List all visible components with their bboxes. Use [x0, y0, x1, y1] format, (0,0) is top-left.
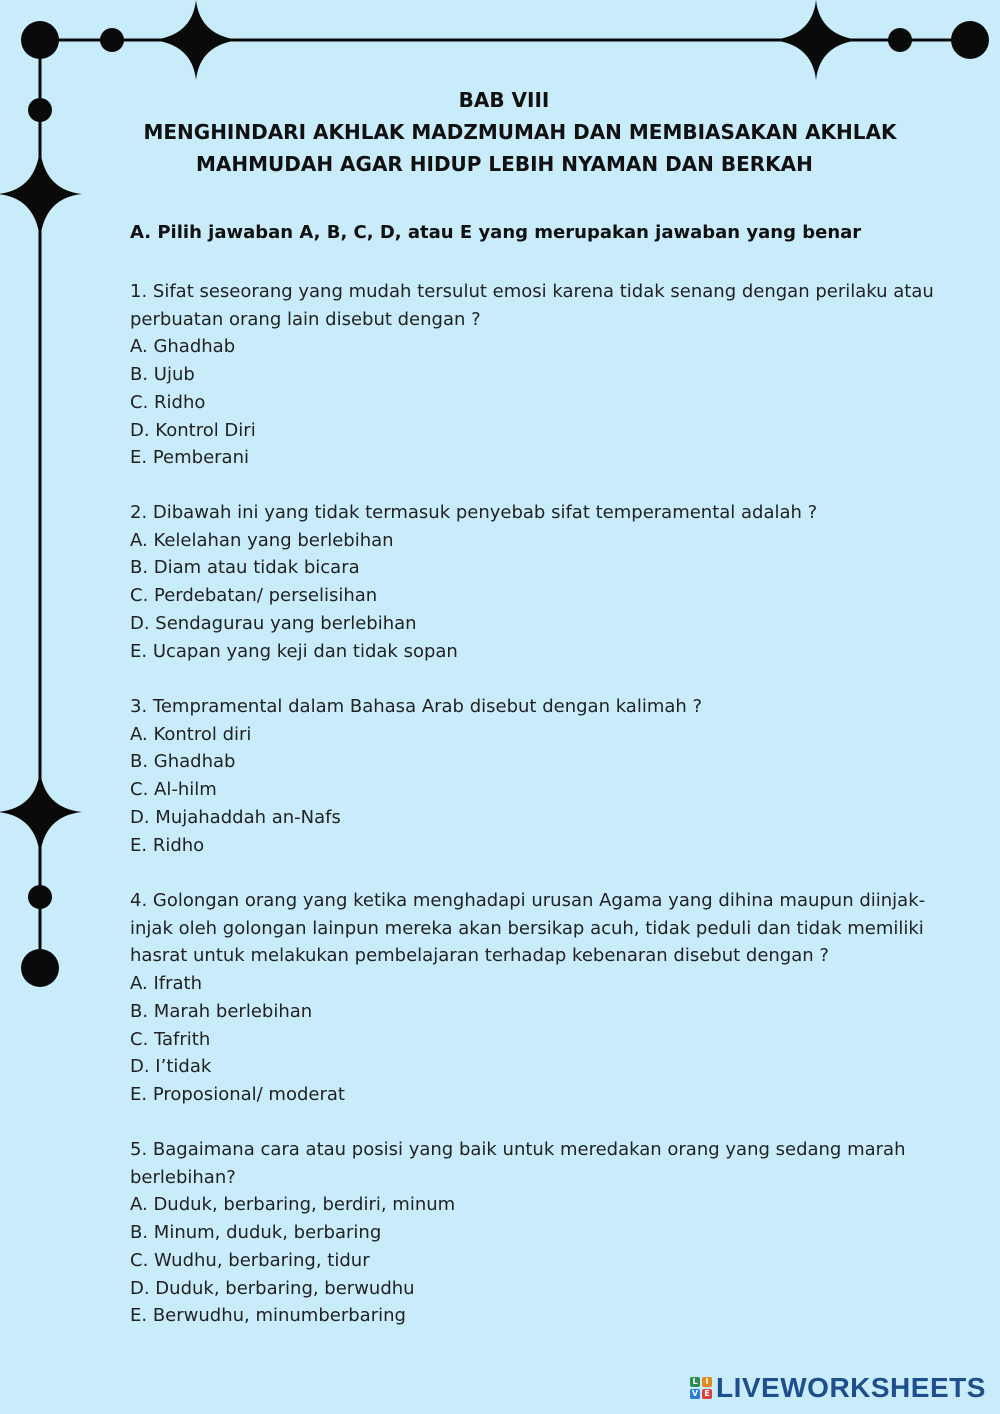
star-sparkle-icon: [0, 148, 82, 240]
star-sparkle-icon: [0, 770, 82, 856]
option: E. Proposional/ moderat: [130, 1083, 345, 1105]
corner-dot-large: [21, 21, 59, 59]
question-text: 1. Sifat seseorang yang mudah tersulut emosi karena tidak senang dengan perilaku atau perbuatan orang lain disebut dengan ?: [130, 281, 934, 330]
chapter-heading: BAB VIII: [458, 88, 550, 112]
liveworksheets-logo-icon: L I V E: [690, 1377, 712, 1399]
question-text: 2. Dibawah ini yang tidak termasuk penyebab sifat temperamental adalah ?: [130, 502, 818, 523]
corner-dot-large: [951, 21, 989, 59]
option: E. Pemberani: [130, 447, 249, 469]
bottom-dot-large: [21, 949, 59, 987]
option: A. Kontrol diri: [130, 723, 252, 745]
option: C. Ridho: [130, 391, 206, 413]
dot-small: [100, 28, 124, 52]
question-2: [130, 499, 950, 665]
question-3: [130, 693, 950, 859]
option: B. Marah berlebihan: [130, 1000, 313, 1022]
question-text: 3. Tempramental dalam Bahasa Arab disebut dengan kalimah ?: [130, 696, 703, 717]
question-1: [130, 278, 950, 472]
option: B. Diam atau tidak bicara: [130, 557, 360, 579]
question-text: 5. Bagaimana cara atau posisi yang baik untuk meredakan orang yang sedang marah berlebihan?: [130, 1139, 906, 1188]
option: D. Kontrol Diri: [130, 419, 256, 441]
option: A. Duduk, berbaring, berdiri, minum: [130, 1194, 456, 1216]
question-4: [130, 887, 950, 1109]
option: C. Perdebatan/ perselisihan: [130, 585, 378, 607]
title-line-1: MENGHINDARI AKHLAK MADZMUMAH DAN MEMBIASAKAN AKHLAK: [143, 120, 897, 144]
question-text: 4. Golongan orang yang ketika menghadapi urusan Agama yang dihina maupun diinjak-injak oleh golongan lainpun mereka akan bersikap acuh, tidak peduli dan tidak memiliki hasrat untuk melakukan pembelajaran terhadap kebenaran disebut dengan ?: [130, 890, 926, 967]
title-line-2: MAHMUDAH AGAR HIDUP LEBIH NYAMAN DAN BERKAH: [196, 152, 813, 176]
option: B. Ghadhab: [130, 751, 236, 773]
option: D. I’tidak: [130, 1056, 212, 1078]
option: D. Sendagurau yang berlebihan: [130, 612, 417, 634]
brand-name: LIVEWORKSHEETS: [716, 1372, 986, 1403]
option: A. Ifrath: [130, 973, 202, 995]
option: C. Tafrith: [130, 1028, 211, 1050]
liveworksheets-brand[interactable]: [690, 1372, 986, 1404]
star-sparkle-icon: [772, 0, 860, 80]
option: C. Wudhu, berbaring, tidur: [130, 1249, 370, 1271]
option: B. Minum, duduk, berbaring: [130, 1222, 382, 1244]
option: B. Ujub: [130, 364, 195, 386]
option: D. Mujahaddah an-Nafs: [130, 806, 341, 828]
option: E. Ridho: [130, 834, 205, 856]
dot-small: [28, 885, 52, 909]
section-instruction: A. Pilih jawaban A, B, C, D, atau E yang merupakan jawaban yang benar: [130, 222, 862, 243]
option: E. Ucapan yang keji dan tidak sopan: [130, 640, 458, 662]
option: A. Ghadhab: [130, 336, 236, 358]
option: E. Berwudhu, minumberbaring: [130, 1305, 406, 1327]
option: A. Kelelahan yang berlebihan: [130, 529, 394, 551]
question-5: [130, 1136, 950, 1330]
star-sparkle-icon: [152, 0, 240, 80]
option: C. Al-hilm: [130, 779, 217, 801]
option: D. Duduk, berbaring, berwudhu: [130, 1277, 415, 1299]
dot-small: [888, 28, 912, 52]
